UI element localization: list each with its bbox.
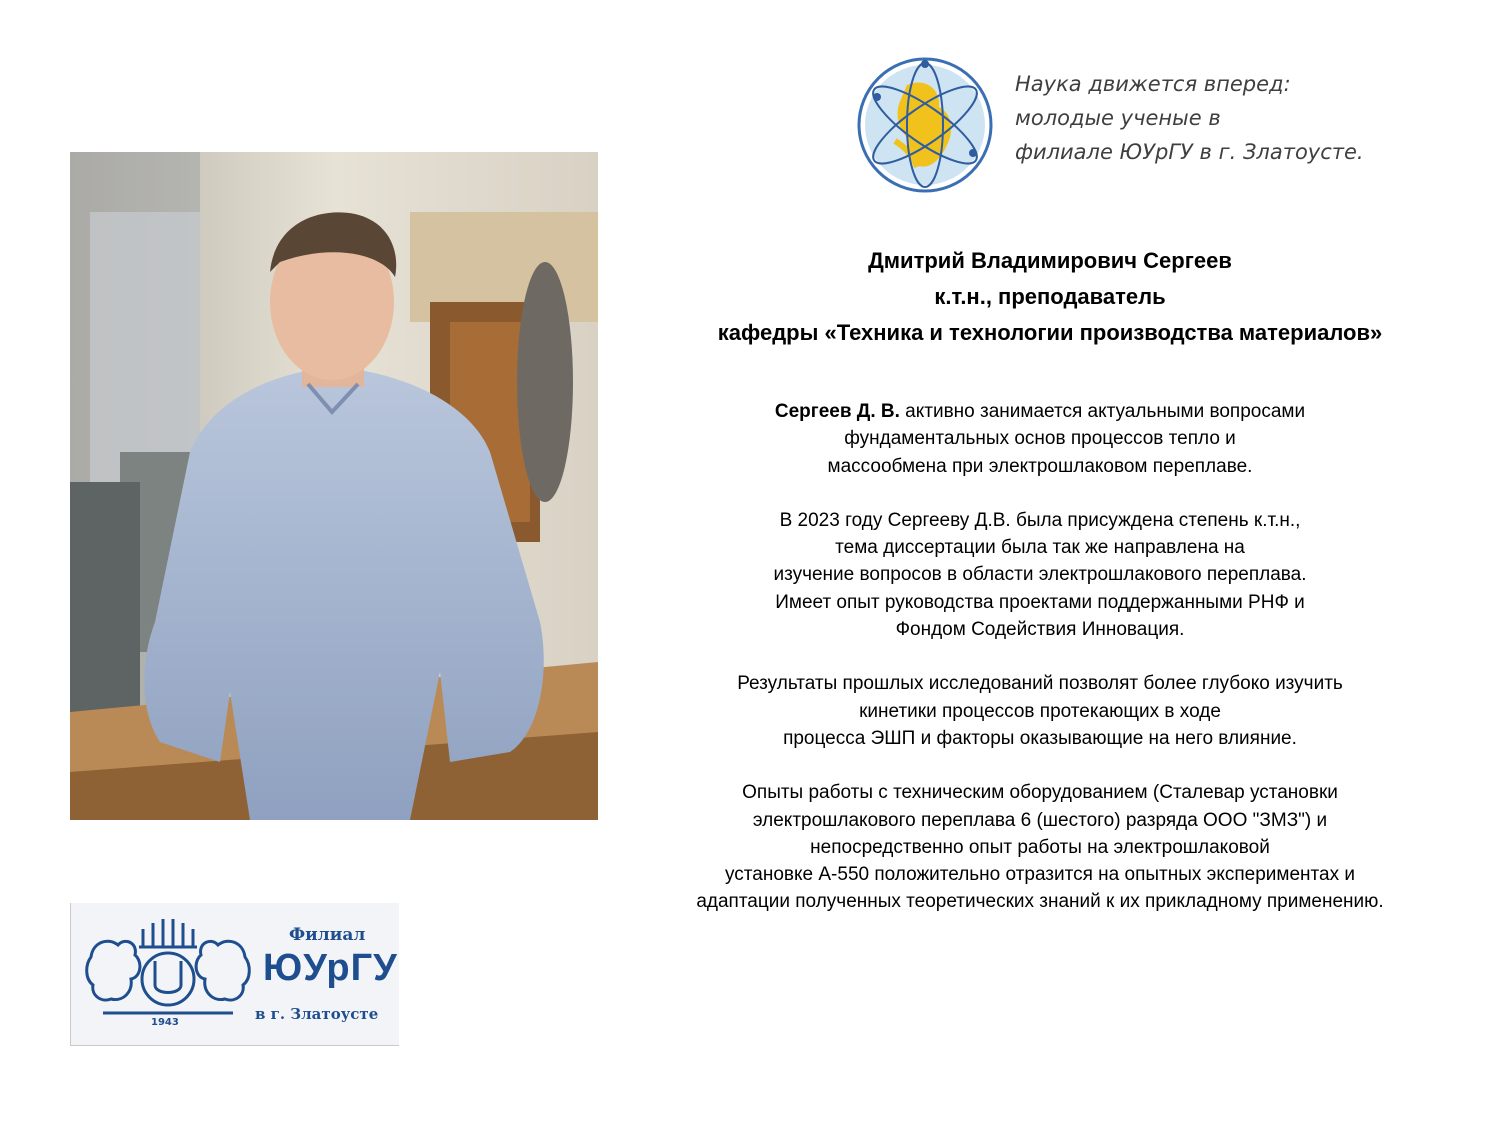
text-line: В 2023 году Сергееву Д.В. была присуждена степень к.т.н., xyxy=(779,509,1301,531)
text-line: изучение вопросов в области электрошлакового переплава. xyxy=(773,564,1307,586)
text-line: непосредственно опыт работы на электрошлаковой xyxy=(810,836,1270,858)
university-crest-icon xyxy=(83,917,253,1032)
text-line: Фондом Содействия Инновация. xyxy=(895,619,1185,641)
text-line: Результаты прошлых исследований позволят более глубоко изучить xyxy=(737,673,1343,695)
text-line: электрошлакового переплава 6 (шестого) разряда ООО "ЗМЗ") и xyxy=(752,809,1328,831)
text-line: Имеет опыт руководства проектами поддержанными РНФ и xyxy=(775,591,1305,613)
header-logo xyxy=(855,55,1415,195)
text-span: активно занимается актуальными вопросами xyxy=(899,401,1306,422)
portrait-photo xyxy=(70,152,598,820)
founding-year: 1943 xyxy=(151,1017,179,1028)
name-bold: Сергеев Д. В. xyxy=(774,401,900,422)
text-line: тема диссертации была так же направлена на xyxy=(835,537,1245,559)
university-name: ЮУрГУ xyxy=(263,947,398,989)
slogan-line: филиале ЮУрГУ в г. Златоусте. xyxy=(1015,140,1364,164)
profile-header xyxy=(620,243,1480,351)
text-line: фундаментальных основ процессов тепло и xyxy=(844,428,1236,450)
text-line xyxy=(600,398,1480,425)
department: кафедры «Техника и технологии производства материалов» xyxy=(717,320,1383,345)
text-line: адаптации полученных теоретических знаний к их прикладному применению. xyxy=(696,891,1384,913)
city-label: в г. Златоусте xyxy=(255,1005,379,1023)
paragraph xyxy=(600,398,1480,480)
filial-label: Филиал xyxy=(289,925,366,945)
text-line: массообмена при электрошлаковом переплаве. xyxy=(827,455,1253,477)
degree-position: к.т.н., преподаватель xyxy=(934,284,1166,309)
paragraph xyxy=(600,507,1480,643)
paragraph xyxy=(600,670,1480,752)
slogan-line: Наука движется вперед: xyxy=(1015,72,1291,96)
slogan-line: молодые ученые в xyxy=(1015,106,1221,130)
text-line: установке А-550 положительно отразится на опытных экспериментах и xyxy=(725,864,1355,886)
paragraph xyxy=(600,779,1480,915)
description xyxy=(600,398,1480,943)
person-name: Дмитрий Владимирович Сергеев xyxy=(868,248,1232,273)
filial-logo xyxy=(70,903,399,1046)
text-line: Опыты работы с техническим оборудованием (Сталевар установки xyxy=(742,782,1338,804)
text-line: процесса ЭШП и факторы оказывающие на него влияние. xyxy=(783,727,1297,749)
atom-globe-icon xyxy=(855,55,995,195)
text-line: кинетики процессов протекающих в ходе xyxy=(859,700,1221,722)
slogan xyxy=(1015,67,1364,169)
